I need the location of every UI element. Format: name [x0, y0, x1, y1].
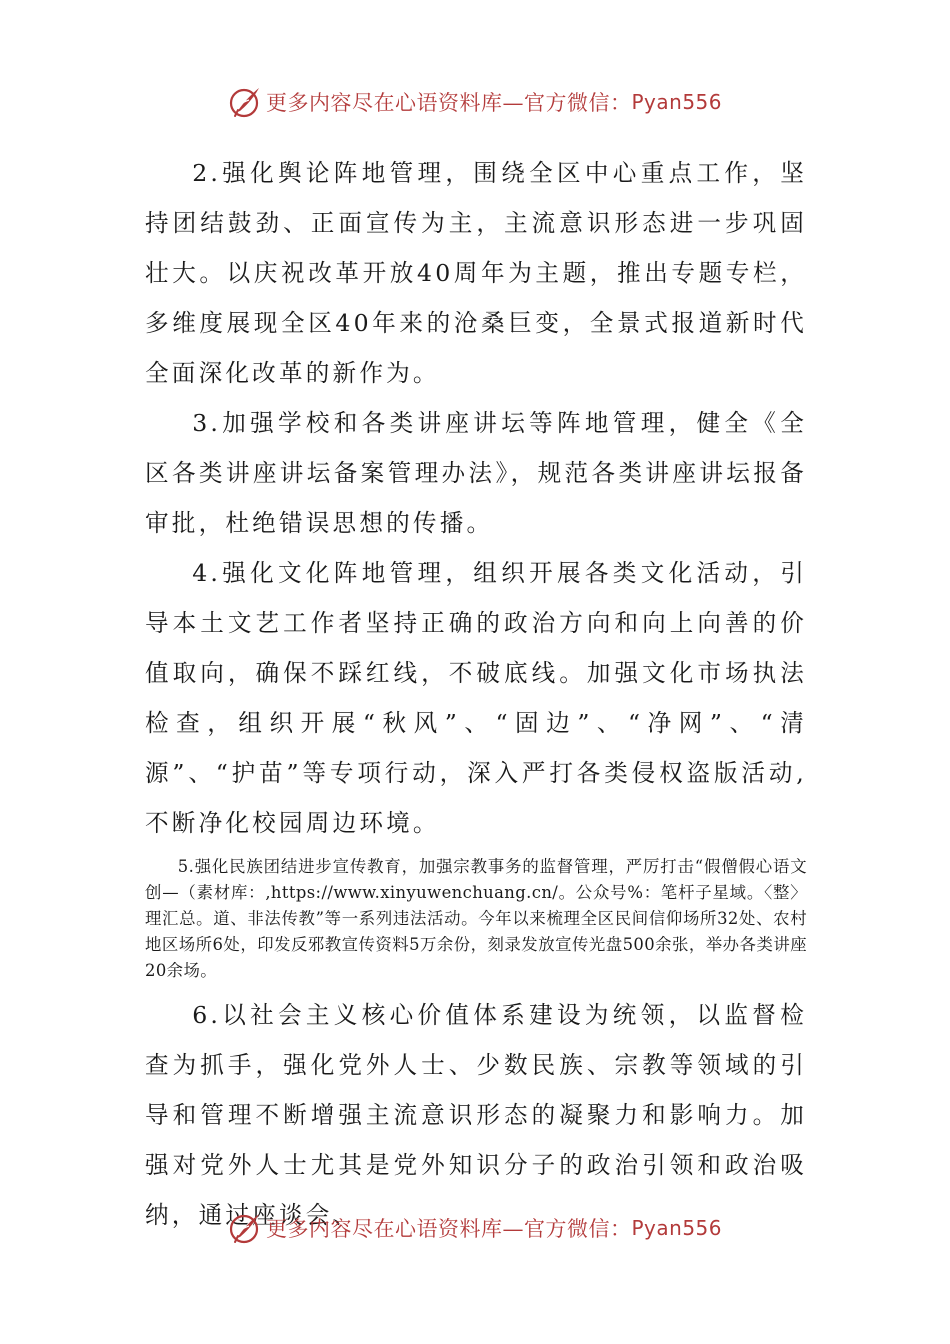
document-body [145, 148, 807, 1240]
banner-text: 更多内容尽在心语资料库—官方微信： [265, 91, 632, 115]
paragraph-4: 4.强化文化阵地管理，组织开展各类文化活动，引导本土文艺工作者坚持正确的政治方向和向上向善的价值取向，确保不踩红线，不破底线。加强文化市场执法检查，组织开展“秋风”、“固边”、“净网”、“清源”、“护苗”等专项行动，深入严打各类侵权盗版活动,不断净化校园周边环境。 [145, 559, 807, 837]
quill-seal-icon [228, 1211, 262, 1245]
wechat-id: Pyan556 [631, 1216, 722, 1240]
paragraph-6: 6.以社会主义核心价值体系建设为统领，以监督检查为抓手，强化党外人士、少数民族、宗教等领域的引导和管理不断增强主流意识形态的凝聚力和影响力。加强对党外人士尤其是党外知识分子的政治引领和政治吸纳，通过座谈会、 [145, 1001, 807, 1229]
footer-banner [0, 1208, 950, 1248]
paragraph-3: 3.加强学校和各类讲座讲坛等阵地管理，健全《全区各类讲座讲坛备案管理办法》，规范各类讲座讲坛报备审批，杜绝错误思想的传播。 [145, 409, 807, 537]
quill-seal-icon [228, 85, 262, 119]
paragraph-5: 5.强化民族团结进步宣传教育，加强宗教事务的监督管理，严厉打击“假僧假心语文创—（素材库：,https://www.xinyuwenchuang.cn/。公众号%：笔杆子星域。〈整〉理汇总。道、非法传教”等一系列违法活动。今年以来梳理全区民间信仰场所32处、农村地区场所6处，印发反邪教宣传资料5万余份，刻录发放宣传光盘500余张，举办各类讲座20余场。 [145, 857, 807, 980]
paragraph-2: 2.强化舆论阵地管理，围绕全区中心重点工作，坚持团结鼓劲、正面宣传为主，主流意识形态进一步巩固壮大。以庆祝改革开放40周年为主题，推出专题专栏，多维度展现全区40年来的沧桑巨变，全景式报道新时代全面深化改革的新作为。 [145, 159, 807, 387]
wechat-id: Pyan556 [631, 90, 722, 114]
header-banner [0, 82, 950, 122]
banner-text: 更多内容尽在心语资料库—官方微信： [265, 1217, 632, 1241]
